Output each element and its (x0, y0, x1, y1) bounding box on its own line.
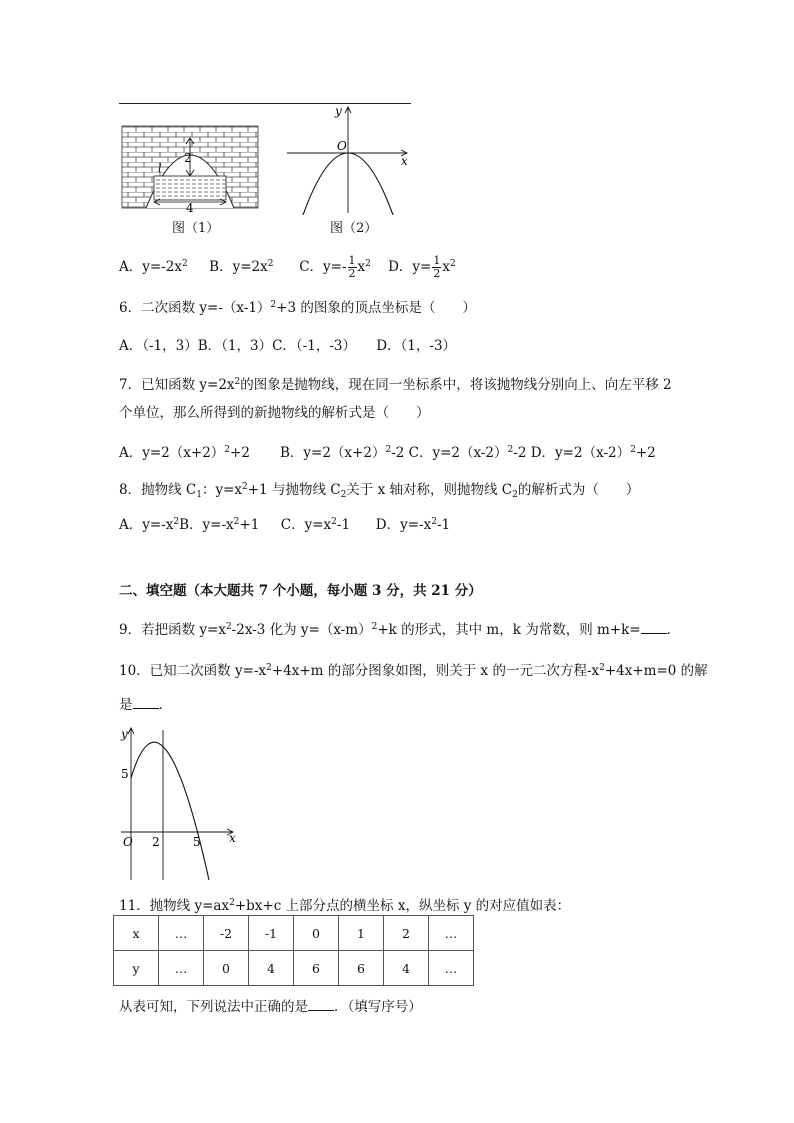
fig1-width-label: 4 (186, 201, 194, 214)
q11-stem: 11．抛物线 $y=ax^2+bx+c$ 上部分点的横坐标 x，纵坐标 y 的对应值如表： (119, 898, 571, 914)
q10-y-axis-label: y (121, 727, 128, 741)
q7-stem-line1: 7．已知函数 $y=2x^2$的图象是抛物线，现在同一坐标系中，将该抛物线分别向上、向左平移 2 (119, 377, 672, 393)
q5-option-d[interactable]: D．y= $\frac{1}{2}$ $x^2$ (388, 254, 456, 280)
table-cell: -2 (204, 916, 249, 951)
q7-stem-line2: 个单位，那么所得到的新抛物线的解析式是（ ） (119, 405, 430, 421)
q8-options (119, 513, 450, 534)
q9-stem: 9．若把函数 $y=x^2-2x-3$ 化为 $y=(x-m)^2+k$ 的形式，其中 m，k 为常数，则 m+k= ． (119, 622, 681, 638)
water-area (154, 176, 226, 200)
q8-option-a[interactable]: A．$y=-x^2$ (119, 517, 180, 533)
section-2-title: 二、填空题（本大题共 7 个小题，每小题 3 分，共 21 分） (119, 583, 482, 599)
q10-x-tick-5: 5 (193, 835, 201, 849)
q8-option-d[interactable]: D．$y=-x^2-1$ (375, 517, 451, 533)
table-cell: x (114, 916, 159, 951)
fig1-height-label: 2 (184, 151, 192, 165)
q6-options[interactable]: A．（-1，3）B．（1，3）C．（-1，-3） D．（1，-3） (119, 338, 457, 354)
q10-parabola-curve (131, 742, 209, 880)
q8-stem: 8．抛物线 $C_1$：$y=x^2+1$ 与抛物线 $C_2$关于 x 轴对称，则抛物线 $C_2$的解析式为（ ） (119, 482, 640, 500)
q11-answer-blank[interactable] (308, 998, 334, 1011)
q7-option-a[interactable]: A．$y=2(x+2)^2+2$ (119, 445, 250, 461)
table-cell: … (429, 916, 474, 951)
table-cell: … (159, 951, 204, 986)
q7-option-d[interactable]: D．$y=2(x-2)^2+2$ (530, 445, 656, 461)
q5-options (119, 255, 456, 280)
table-cell: 0 (294, 916, 339, 951)
q11-question: 从表可知，下列说法中正确的是 ．（填写序号） (119, 999, 422, 1015)
q10-stem-line2: 是 ． (119, 697, 172, 713)
table-row-y (114, 951, 474, 986)
q5-option-c[interactable]: C．y=- $\frac{1}{2}$ $x^2$ (299, 254, 371, 280)
q6-stem: 6．二次函数 $y=-(x-1)^2+3$ 的图象的顶点坐标是（ ） (119, 300, 476, 316)
table-cell: -1 (249, 916, 294, 951)
table-cell: … (429, 951, 474, 986)
fig2-x-axis-label: x (401, 154, 408, 168)
table-cell: 0 (204, 951, 249, 986)
q5-option-b[interactable]: B．$y=2x^2$ (209, 259, 274, 275)
table-cell: 2 (384, 916, 429, 951)
table-cell: 6 (339, 951, 384, 986)
q10-y-tick-5: 5 (121, 767, 129, 781)
q9-answer-blank[interactable] (641, 621, 667, 634)
table-cell: 4 (249, 951, 294, 986)
q10-x-tick-2: 2 (152, 835, 160, 849)
table-cell: 6 (294, 951, 339, 986)
q7-option-c[interactable]: C．$y=2(x-2)^2-2$ (408, 445, 527, 461)
fig2-origin-label: O (337, 139, 347, 153)
q10-answer-blank[interactable] (133, 696, 159, 709)
q7-option-b[interactable]: B．$y=2(x+2)^2-2$ (279, 445, 405, 461)
q8-option-b[interactable]: B．$y=-x^2+1$ (179, 517, 260, 533)
table-cell: y (114, 951, 159, 986)
q10-stem-line1: 10．已知二次函数 $y=-x^2+4x+m$ 的部分图象如图，则关于 x 的一元二次方程$-x^2+4x+m=0$ 的解 (119, 663, 708, 679)
q10-origin-label: O (123, 835, 133, 849)
figure-2-caption: 图（2） (330, 221, 378, 236)
q7-options (119, 441, 656, 462)
table-cell: 1 (339, 916, 384, 951)
figure-1-bridge (120, 122, 260, 214)
figure-1-caption: 图（1） (172, 221, 220, 236)
q10-x-axis-label: x (229, 831, 236, 845)
q11-value-table (113, 915, 474, 986)
table-cell: 4 (384, 951, 429, 986)
fig1-water-label: l (158, 162, 162, 175)
figure-2-parabola (285, 103, 415, 215)
q8-option-c[interactable]: C．$y=x^2-1$ (280, 517, 351, 533)
table-row-x (114, 916, 474, 951)
q5-option-a[interactable]: A．$y=-2x^2$ (119, 259, 188, 275)
fig2-y-axis-label: y (335, 104, 342, 118)
q10-graph (117, 722, 241, 882)
table-cell: … (159, 916, 204, 951)
